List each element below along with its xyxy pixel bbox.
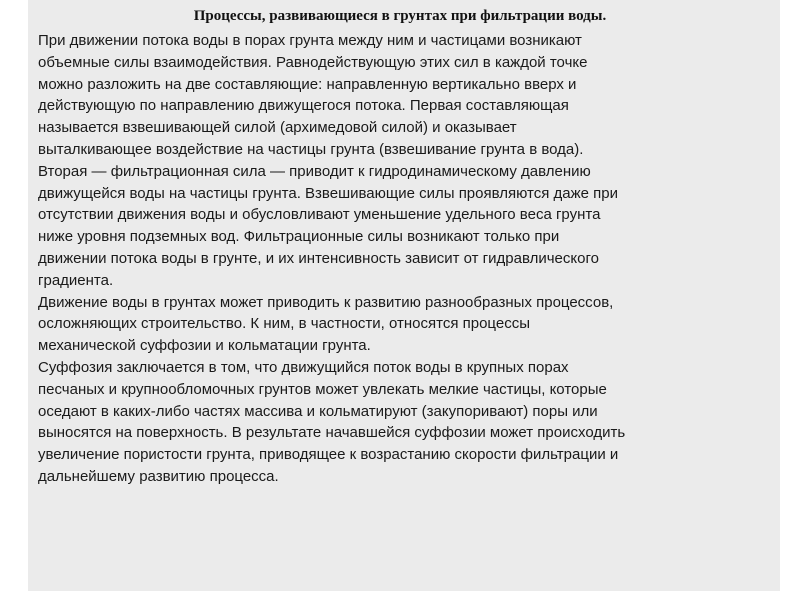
paragraph-line: выталкивающее воздействие на частицы грунта (взвешивание грунта в вода). <box>38 140 584 158</box>
paragraph-line: отсутствии движения воды и обусловливают уменьшение удельного веса грунта <box>38 206 601 224</box>
paragraph-line: оседают в каких-либо частях массива и кольматируют (закупоривают) поры или <box>38 402 598 420</box>
paragraph-line: механической суффозии и кольматации грунта. <box>38 337 371 355</box>
paragraph-line: дальнейшему развитию процесса. <box>38 467 279 485</box>
paragraph-line: При движении потока воды в порах грунта между ним и частицами возникают <box>38 32 582 49</box>
paragraph-line: движении потока воды в грунте, и их интенсивность зависит от гидравлического <box>38 249 599 267</box>
paragraph-line: Вторая — фильтрационная сила — приводит к гидродинамическому давлению <box>38 162 591 180</box>
paragraph-line: выносятся на поверхность. В результате начавшейся суффозии может происходить <box>38 424 626 442</box>
paragraph-line: ниже уровня подземных вод. Фильтрационные силы возникают только при <box>38 228 560 246</box>
paragraph-line: увеличение пористости грунта, приводящее к возрастанию скорости фильтрации и <box>38 446 619 464</box>
paragraph-line: Движение воды в грунтах может приводить к развитию разнообразных процессов, <box>38 293 614 311</box>
paragraph-line: осложняющих строительство. К ним, в частности, относятся процессы <box>38 315 530 333</box>
paragraph-line: песчаных и крупнообломочных грунтов может увлекать мелкие частицы, которые <box>38 380 607 398</box>
paragraph-line: можно разложить на две составляющие: направленную вертикально вверх и <box>38 75 577 93</box>
paragraph-line: Суффозия заключается в том, что движущийся поток воды в крупных порах <box>38 358 569 376</box>
paragraph-line: движущейся воды на частицы грунта. Взвешивающие силы проявляются даже при <box>38 184 619 202</box>
slide-title: Процессы, развивающиеся в грунтах при фильтрации воды. <box>193 8 607 24</box>
paragraph-line: объемные силы взаимодействия. Равнодействующую этих сил в каждой точке <box>38 53 588 71</box>
paragraph-line: называется взвешивающей силой (архимедовой силой) и оказывает <box>38 119 517 137</box>
paragraph-line: действующую по направлению движущегося потока. Первая составляющая <box>38 97 569 115</box>
paragraph-line: градиента. <box>38 271 114 289</box>
